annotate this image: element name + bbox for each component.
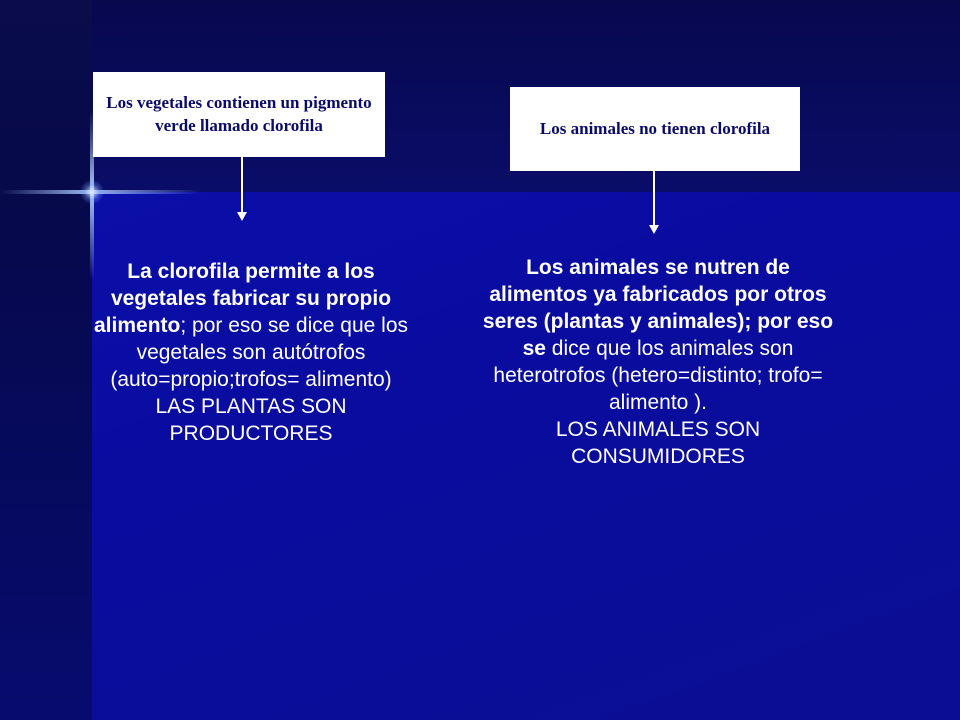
vegetales-explanation-normal: ; por eso se dice que los vegetales son autótrofos (auto=propio;trofos= alimento) (110, 314, 408, 391)
right-arrow-head-icon (649, 225, 659, 234)
sparkle-icon (80, 180, 104, 204)
animales-explanation (480, 254, 836, 470)
plantas-conclusion-line2: PRODUCTORES (169, 422, 333, 445)
animales-conclusion-line2: CONSUMIDORES (571, 445, 745, 468)
plantas-conclusion-line1: LAS PLANTAS SON (155, 395, 347, 418)
animales-conclusion-line1: LOS ANIMALES SON (555, 418, 761, 441)
animales-explanation-normal: dice que los animales son heterotrofos (hetero=distinto; trofo= alimento ). (493, 337, 823, 414)
vegetales-explanation (88, 258, 414, 447)
animales-box-text: Los animales no tienen clorofila (539, 118, 771, 138)
right-arrow-line (653, 171, 655, 227)
animales-box (510, 87, 800, 171)
vegetales-explanation-bold: La clorofila permite a los vegetales fabricar su propio alimento (94, 260, 392, 337)
left-arrow-head-icon (237, 212, 247, 221)
animales-explanation-bold: Los animales se nutren de alimentos ya fabricados por otros seres (plantas y animales); por eso se (482, 256, 834, 360)
vegetales-box-text: Los vegetales contienen un pigmento verde llamado clorofila (106, 92, 372, 135)
vegetales-box (93, 72, 385, 157)
left-arrow-line (241, 157, 243, 214)
background-left-band (0, 0, 92, 720)
